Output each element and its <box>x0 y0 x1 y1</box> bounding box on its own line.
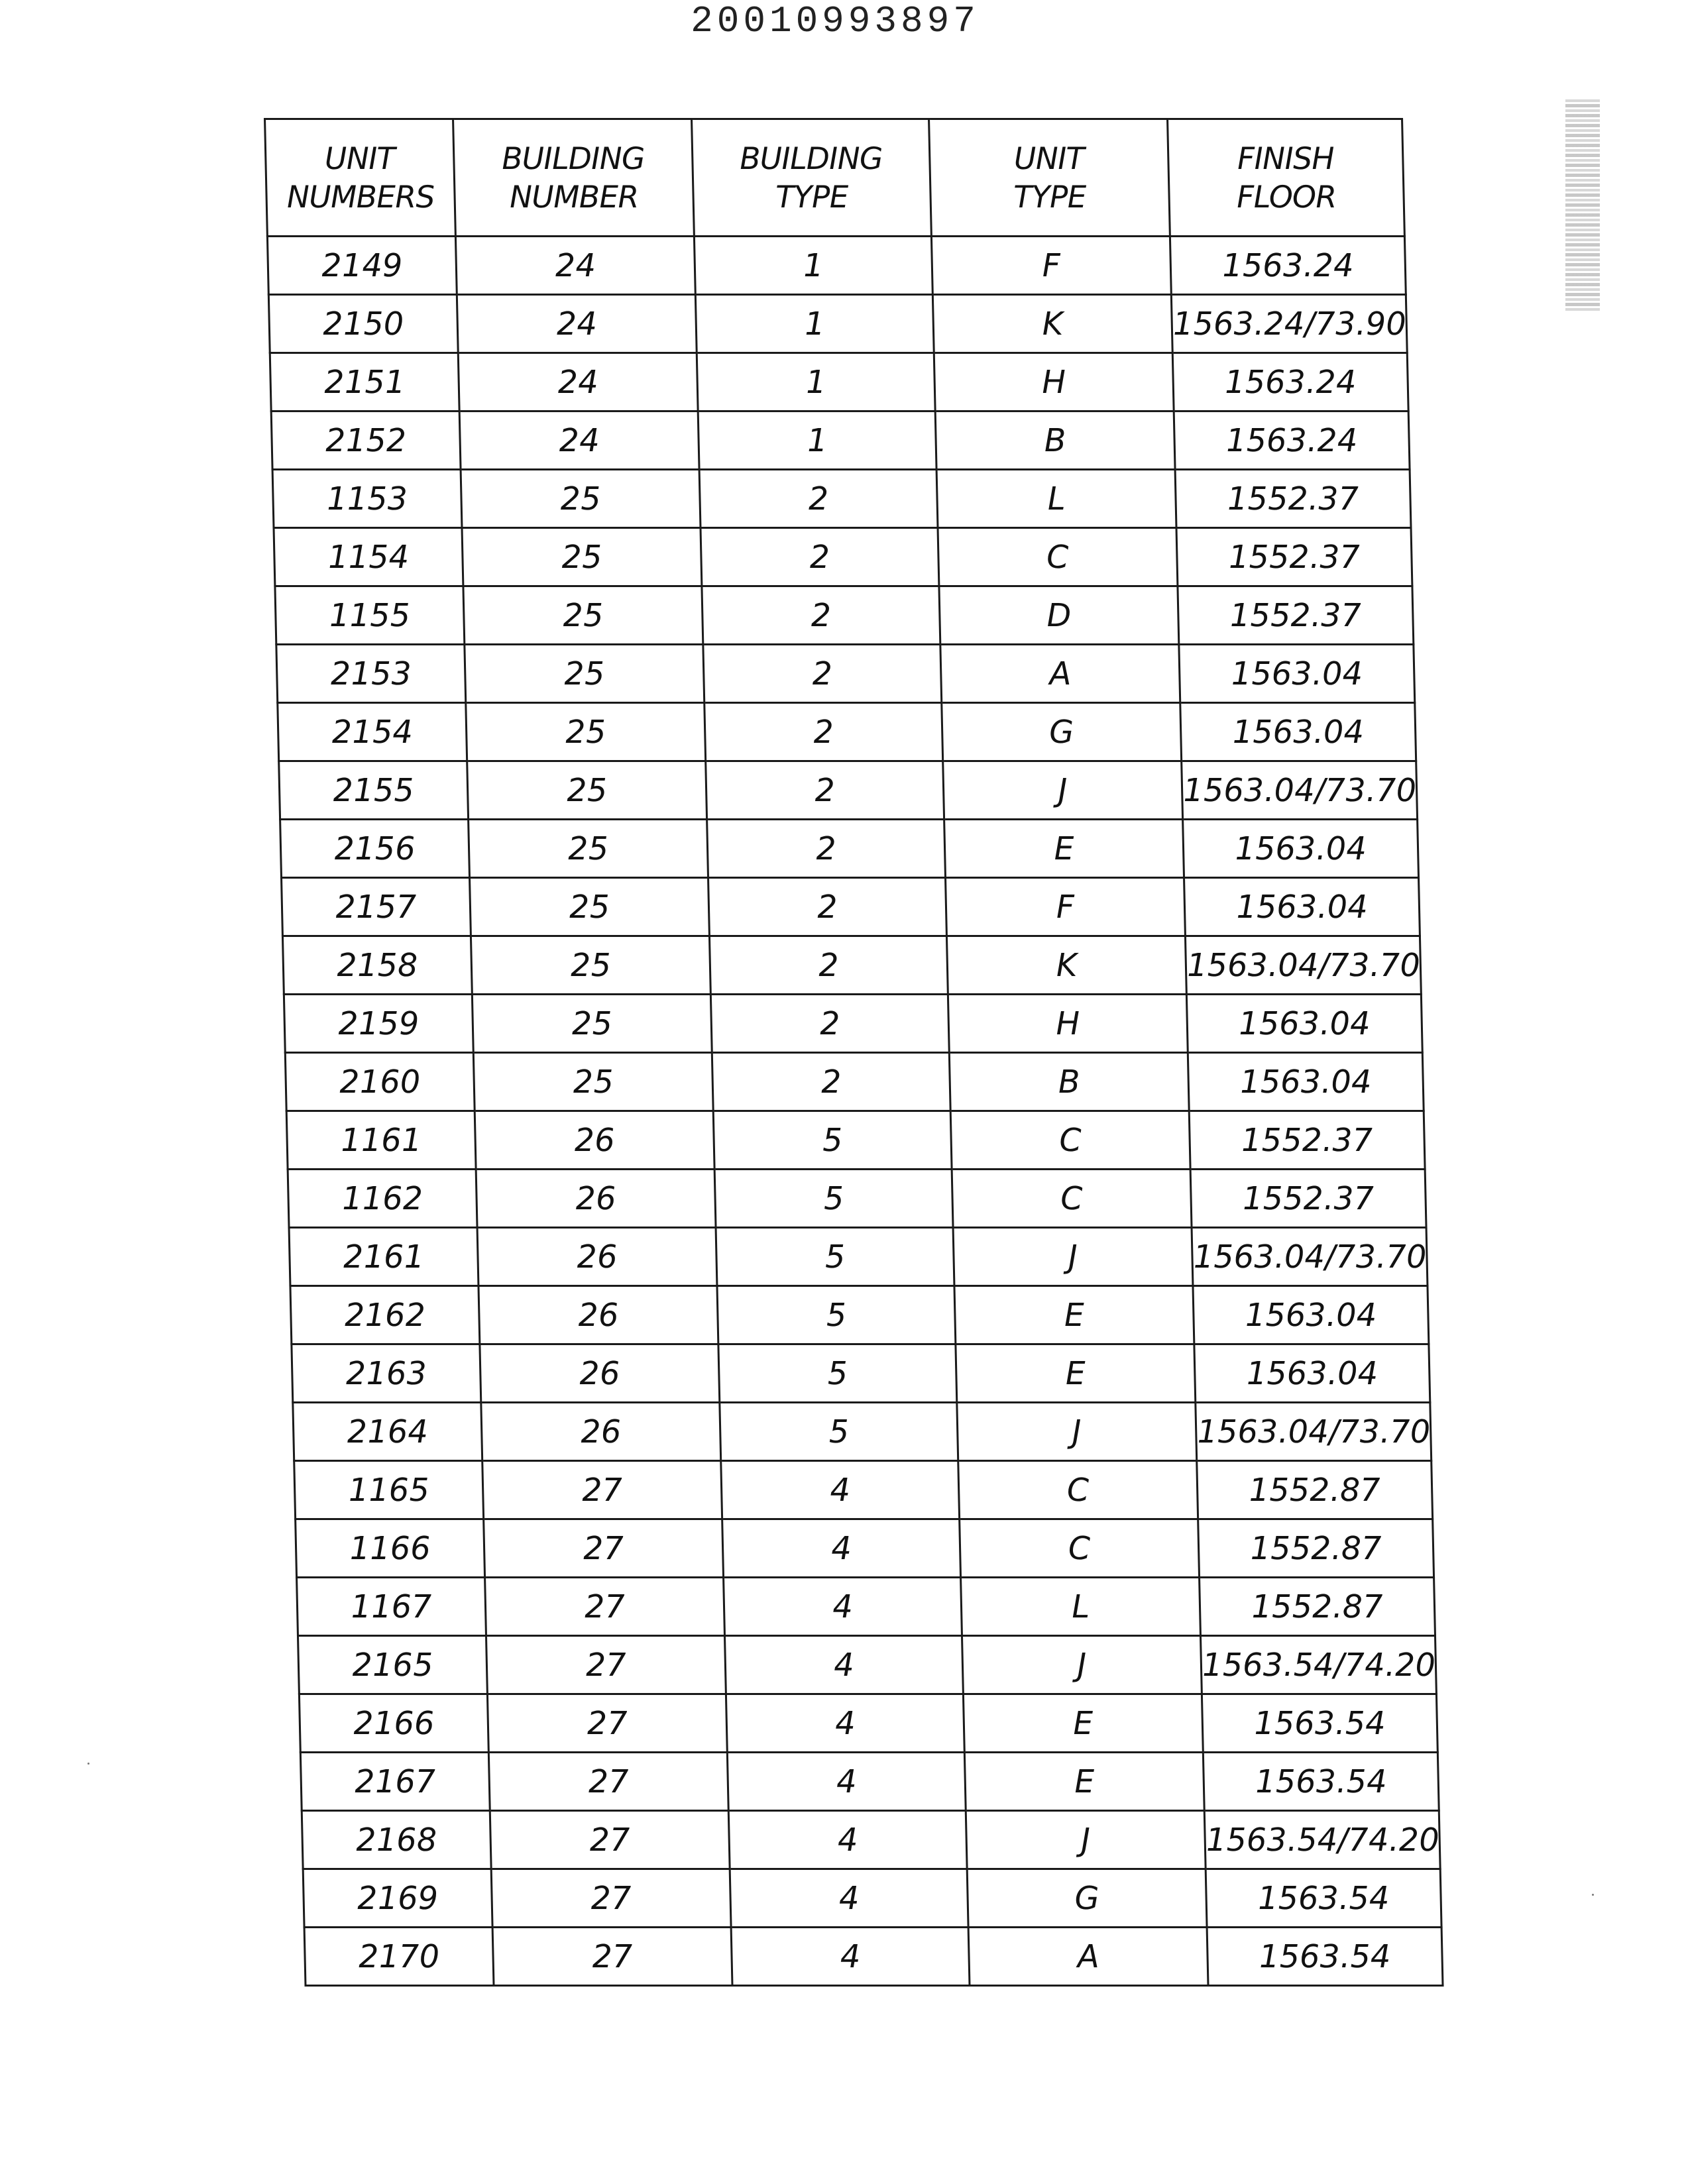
finish-floor-cell: 1563.24 <box>1174 411 1410 470</box>
header-line: UNIT <box>324 140 396 176</box>
finish-floor-cell: 1563.24/73.90 <box>1171 295 1407 353</box>
building-type-cell: 5 <box>716 1228 954 1286</box>
building-type-cell: 4 <box>728 1811 967 1869</box>
unit-type-cell: E <box>964 1753 1204 1811</box>
building-type-cell: 2 <box>702 586 940 645</box>
building-number-cell: 26 <box>475 1111 714 1170</box>
table-row <box>282 936 1421 995</box>
finish-floor-cell: 1563.04/73.70 <box>1182 761 1418 820</box>
header-building-type <box>692 119 932 237</box>
building-number-cell: 27 <box>491 1869 731 1928</box>
unit-type-cell: E <box>956 1344 1196 1403</box>
finish-floor-cell: 1563.04/73.70 <box>1196 1403 1432 1461</box>
finish-floor-cell: 1552.37 <box>1176 528 1412 586</box>
unit-type-cell: J <box>953 1228 1193 1286</box>
unit-type-cell: H <box>948 995 1188 1053</box>
unit-number-cell: 2151 <box>270 353 459 411</box>
unit-type-cell: J <box>962 1636 1202 1694</box>
table-row <box>285 1053 1424 1111</box>
unit-number-cell: 2159 <box>284 995 473 1053</box>
table-row <box>284 995 1422 1053</box>
finish-floor-cell: 1563.04 <box>1193 1286 1429 1344</box>
building-type-cell: 2 <box>710 995 949 1053</box>
building-type-cell: 4 <box>726 1694 964 1753</box>
unit-type-cell: A <box>940 645 1180 703</box>
table-row <box>282 878 1420 936</box>
building-type-cell: 5 <box>718 1344 957 1403</box>
unit-type-cell: J <box>966 1811 1206 1869</box>
building-type-cell: 5 <box>713 1111 952 1170</box>
building-type-cell: 1 <box>695 295 934 353</box>
building-type-cell: 4 <box>724 1636 963 1694</box>
unit-number-cell: 2161 <box>289 1228 478 1286</box>
table-row <box>303 1869 1441 1928</box>
building-number-cell: 26 <box>481 1403 721 1461</box>
building-type-cell: 4 <box>721 1461 960 1519</box>
unit-number-cell: 1161 <box>286 1111 476 1170</box>
building-type-cell: 2 <box>706 761 944 820</box>
building-number-cell: 25 <box>473 1053 713 1111</box>
table-row <box>290 1286 1429 1344</box>
document-number: 20010993897 <box>691 0 980 42</box>
building-type-cell: 2 <box>709 936 948 995</box>
header-unit-type <box>929 119 1170 237</box>
unit-number-cell: 2170 <box>304 1928 494 1986</box>
building-type-cell: 5 <box>720 1403 958 1461</box>
unit-type-cell: K <box>932 295 1172 353</box>
finish-floor-cell: 1563.04 <box>1194 1344 1430 1403</box>
finish-floor-cell: 1563.54/74.20 <box>1200 1636 1436 1694</box>
header-line: NUMBERS <box>286 179 435 215</box>
table-row <box>268 295 1407 353</box>
unit-number-cell: 2149 <box>267 237 457 295</box>
finish-floor-cell: 1552.37 <box>1189 1111 1425 1170</box>
unit-number-cell: 2158 <box>282 936 472 995</box>
table-row <box>286 1111 1425 1170</box>
building-type-cell: 4 <box>727 1753 966 1811</box>
unit-number-cell: 1154 <box>274 528 463 586</box>
unit-number-cell: 1162 <box>288 1170 477 1228</box>
table-body <box>267 237 1443 1986</box>
building-number-cell: 25 <box>463 586 703 645</box>
table-row <box>302 1811 1440 1869</box>
unit-type-cell: C <box>950 1111 1190 1170</box>
unit-number-cell: 1153 <box>272 470 462 528</box>
table-row <box>289 1228 1428 1286</box>
finish-floor-cell: 1563.04/73.70 <box>1192 1228 1428 1286</box>
finish-floor-cell: 1563.04 <box>1183 820 1419 878</box>
table-row <box>271 411 1410 470</box>
unit-number-cell: 2150 <box>268 295 458 353</box>
finish-floor-cell: 1563.24 <box>1172 353 1408 411</box>
unit-number-cell: 2155 <box>279 761 469 820</box>
unit-type-cell: E <box>954 1286 1194 1344</box>
building-type-cell: 4 <box>731 1928 970 1986</box>
unit-type-cell: K <box>946 936 1186 995</box>
building-number-cell: 27 <box>492 1928 732 1986</box>
unit-schedule-table <box>264 118 1444 1987</box>
table-row <box>293 1403 1432 1461</box>
unit-type-cell: B <box>935 411 1175 470</box>
building-number-cell: 27 <box>487 1694 727 1753</box>
unit-type-cell: E <box>963 1694 1203 1753</box>
table-row <box>279 761 1418 820</box>
building-number-cell: 26 <box>480 1344 720 1403</box>
table-row <box>297 1578 1435 1636</box>
table-row <box>270 353 1408 411</box>
table-row <box>278 703 1416 761</box>
unit-number-cell: 2154 <box>278 703 467 761</box>
header-line: BUILDING <box>739 140 883 176</box>
building-number-cell: 27 <box>482 1461 722 1519</box>
building-number-cell: 27 <box>486 1636 726 1694</box>
unit-type-cell: G <box>967 1869 1207 1928</box>
table-row <box>272 470 1411 528</box>
unit-type-cell: C <box>938 528 1178 586</box>
building-number-cell: 27 <box>488 1753 728 1811</box>
table-row <box>304 1928 1443 1986</box>
unit-type-cell: L <box>961 1578 1201 1636</box>
table-row <box>294 1461 1433 1519</box>
unit-schedule-table-wrapper <box>264 118 1442 1987</box>
finish-floor-cell: 1552.87 <box>1198 1519 1434 1578</box>
building-number-cell: 25 <box>466 703 706 761</box>
unit-number-cell: 2153 <box>276 645 466 703</box>
scan-speck <box>87 1763 89 1765</box>
unit-type-cell: J <box>957 1403 1197 1461</box>
finish-floor-cell: 1563.04 <box>1186 995 1422 1053</box>
building-type-cell: 5 <box>714 1170 953 1228</box>
building-number-cell: 24 <box>457 295 697 353</box>
building-number-cell: 26 <box>478 1286 718 1344</box>
unit-number-cell: 2165 <box>298 1636 487 1694</box>
unit-type-cell: A <box>968 1928 1208 1986</box>
table-row <box>275 586 1414 645</box>
header-line: BUILDING <box>501 140 646 176</box>
building-number-cell: 25 <box>469 820 708 878</box>
finish-floor-cell: 1563.04 <box>1188 1053 1424 1111</box>
table-row <box>267 237 1406 295</box>
unit-type-cell: C <box>960 1519 1200 1578</box>
building-type-cell: 2 <box>699 470 938 528</box>
table-row <box>300 1753 1439 1811</box>
building-type-cell: 1 <box>694 237 932 295</box>
building-number-cell: 27 <box>485 1578 725 1636</box>
building-number-cell: 25 <box>472 995 712 1053</box>
header-unit-numbers <box>265 119 456 237</box>
building-type-cell: 4 <box>722 1519 961 1578</box>
table-row <box>274 528 1412 586</box>
table-row <box>298 1636 1436 1694</box>
building-number-cell: 25 <box>470 878 710 936</box>
table-row <box>296 1519 1434 1578</box>
building-number-cell: 25 <box>465 645 704 703</box>
finish-floor-cell: 1563.54 <box>1202 1694 1437 1753</box>
unit-number-cell: 2168 <box>302 1811 491 1869</box>
unit-number-cell: 2169 <box>303 1869 492 1928</box>
unit-type-cell: F <box>931 237 1171 295</box>
finish-floor-cell: 1563.54 <box>1206 1869 1441 1928</box>
unit-type-cell: B <box>949 1053 1189 1111</box>
header-line: NUMBER <box>509 179 639 215</box>
table-row <box>292 1344 1430 1403</box>
unit-number-cell: 2166 <box>299 1694 488 1753</box>
header-line: FINISH <box>1237 140 1335 176</box>
unit-number-cell: 2162 <box>290 1286 480 1344</box>
unit-type-cell: J <box>943 761 1183 820</box>
building-number-cell: 25 <box>467 761 707 820</box>
unit-type-cell: L <box>936 470 1176 528</box>
building-type-cell: 2 <box>712 1053 950 1111</box>
unit-number-cell: 2160 <box>285 1053 475 1111</box>
header-line: TYPE <box>775 179 849 215</box>
scan-speck <box>1592 1894 1594 1896</box>
building-number-cell: 27 <box>490 1811 730 1869</box>
building-number-cell: 24 <box>458 353 698 411</box>
building-number-cell: 27 <box>484 1519 724 1578</box>
finish-floor-cell: 1563.54 <box>1203 1753 1439 1811</box>
building-type-cell: 4 <box>730 1869 968 1928</box>
building-number-cell: 25 <box>462 528 702 586</box>
unit-type-cell: D <box>939 586 1179 645</box>
building-number-cell: 25 <box>471 936 710 995</box>
unit-number-cell: 1167 <box>297 1578 486 1636</box>
unit-type-cell: C <box>958 1461 1198 1519</box>
finish-floor-cell: 1563.54/74.20 <box>1204 1811 1440 1869</box>
unit-type-cell: G <box>942 703 1182 761</box>
building-type-cell: 2 <box>701 528 939 586</box>
unit-number-cell: 1166 <box>296 1519 485 1578</box>
table-row <box>276 645 1415 703</box>
unit-number-cell: 1155 <box>275 586 465 645</box>
finish-floor-cell: 1552.87 <box>1197 1461 1433 1519</box>
finish-floor-cell: 1563.54 <box>1207 1928 1443 1986</box>
header-finish-floor <box>1168 119 1405 237</box>
finish-floor-cell: 1563.04 <box>1179 645 1415 703</box>
finish-floor-cell: 1552.87 <box>1200 1578 1435 1636</box>
building-number-cell: 26 <box>476 1170 716 1228</box>
building-type-cell: 1 <box>697 353 935 411</box>
header-line: TYPE <box>1013 179 1087 215</box>
building-type-cell: 2 <box>703 645 942 703</box>
unit-type-cell: E <box>944 820 1184 878</box>
header-line: FLOOR <box>1236 179 1337 215</box>
unit-number-cell: 1165 <box>294 1461 484 1519</box>
unit-number-cell: 2152 <box>271 411 461 470</box>
building-type-cell: 2 <box>707 820 946 878</box>
building-number-cell: 24 <box>455 237 695 295</box>
finish-floor-cell: 1563.04/73.70 <box>1185 936 1421 995</box>
finish-floor-cell: 1563.24 <box>1170 237 1406 295</box>
finish-floor-cell: 1563.04 <box>1184 878 1420 936</box>
building-type-cell: 2 <box>704 703 943 761</box>
unit-number-cell: 2156 <box>280 820 470 878</box>
table-header-row <box>265 119 1405 237</box>
building-type-cell: 1 <box>698 411 936 470</box>
building-number-cell: 25 <box>461 470 701 528</box>
unit-number-cell: 2167 <box>300 1753 490 1811</box>
unit-number-cell: 2163 <box>292 1344 481 1403</box>
unit-type-cell: H <box>934 353 1174 411</box>
unit-number-cell: 2164 <box>293 1403 482 1461</box>
table-row <box>280 820 1419 878</box>
header-line: UNIT <box>1013 140 1085 176</box>
finish-floor-cell: 1552.37 <box>1178 586 1414 645</box>
unit-type-cell: F <box>946 878 1186 936</box>
table-row <box>299 1694 1437 1753</box>
unit-number-cell: 2157 <box>282 878 471 936</box>
table-row <box>288 1170 1426 1228</box>
side-barcode-stamp <box>1565 99 1600 311</box>
building-type-cell: 2 <box>708 878 947 936</box>
building-type-cell: 5 <box>717 1286 956 1344</box>
header-building-number <box>453 119 695 237</box>
finish-floor-cell: 1552.37 <box>1190 1170 1426 1228</box>
finish-floor-cell: 1563.04 <box>1180 703 1416 761</box>
building-number-cell: 26 <box>477 1228 717 1286</box>
unit-type-cell: C <box>952 1170 1192 1228</box>
building-type-cell: 4 <box>724 1578 962 1636</box>
finish-floor-cell: 1552.37 <box>1175 470 1411 528</box>
building-number-cell: 24 <box>459 411 699 470</box>
